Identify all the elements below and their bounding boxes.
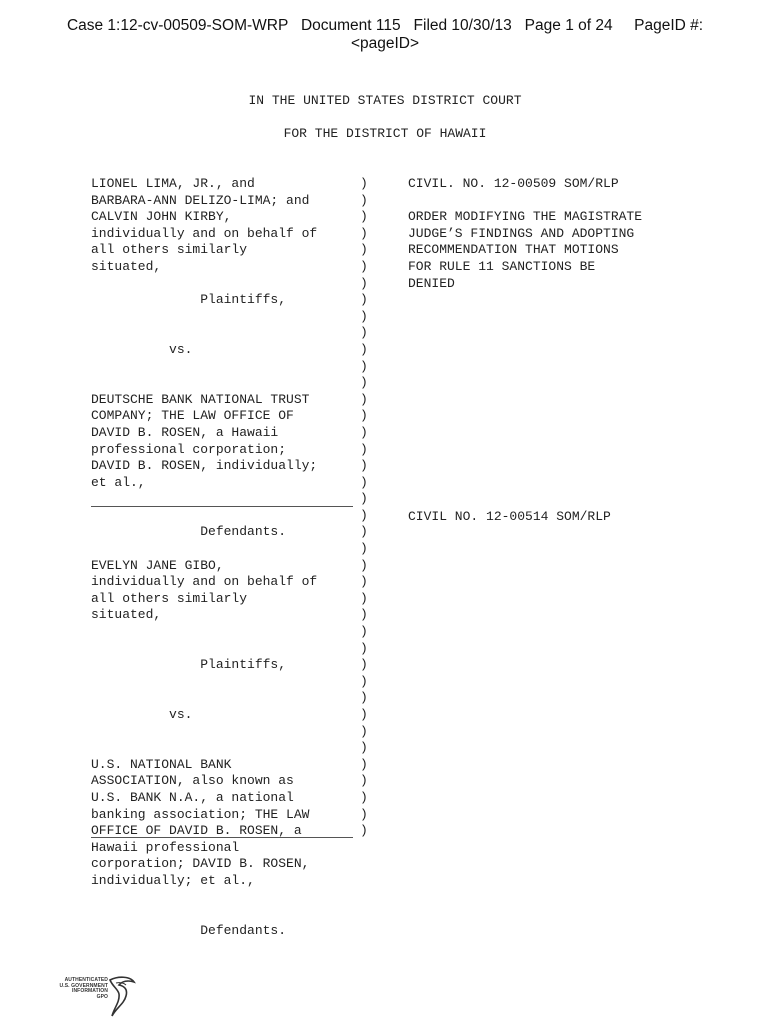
case-stamp-line: Case 1:12-cv-00509-SOM-WRP Document 115 Filed 10/30/13 Page 1 of 24 PageID #:: [66, 17, 704, 34]
filing-header: [0, 17, 770, 53]
caption-bottom-divider: [91, 837, 353, 838]
page-id-line: <pageID>: [350, 35, 420, 52]
court-district: FOR THE DISTRICT OF HAWAII: [283, 126, 487, 141]
gpo-seal-text: AUTHENTICATED U.S. GOVERNMENT INFORMATION GPO: [59, 977, 108, 1000]
case-number-and-order-title: CIVIL. NO. 12-00509 SOM/RLP ORDER MODIFYING THE MAGISTRATE JUDGE’S FINDINGS AND ADOPTING RECOMMENDATION THAT MOTIONS FOR RULE 11 SANCTIONS BE DENIED: [408, 176, 643, 291]
caption-parentheses: ) ) ) ) ) ) ) ) ) ) ) ) ) ) ) ) ) ) ) ) ) ) ) ) ) ) ) ) ) ) ) ) ) ) ) ) ) ) ) ): [360, 176, 368, 839]
eagle-icon: [104, 974, 138, 1018]
caption-divider: [91, 506, 353, 507]
case-caption-parties: LIONEL LIMA, JR., and BARBARA-ANN DELIZO-LIMA; and CALVIN JOHN KIRBY, individually and on behalf of all others similarly situated, Plaintiffs, vs. DEUTSCHE BANK NATIONAL TRUST COMPANY; THE LAW OFFICE OF DAVID B. ROSEN, a Hawaii professional corporation; DAVID B. ROSEN, individually; et al., Defendants. EVELYN JANE GIBO, individually and on behalf of all others similarly situated, Plaintiffs, vs. U.S. NATIONAL BANK ASSOCIATION, also known as U.S. BANK N.A., a national banking association; THE LAW OFFICE OF DAVID B. ROSEN, a Hawaii professional corporation; DAVID B. ROSEN, individually; et al., Defendants.: [91, 176, 318, 938]
gpo-authentication-seal: [44, 974, 134, 1018]
court-name: IN THE UNITED STATES DISTRICT COURT: [248, 93, 522, 108]
second-case-number: CIVIL NO. 12-00514 SOM/RLP: [408, 509, 611, 524]
